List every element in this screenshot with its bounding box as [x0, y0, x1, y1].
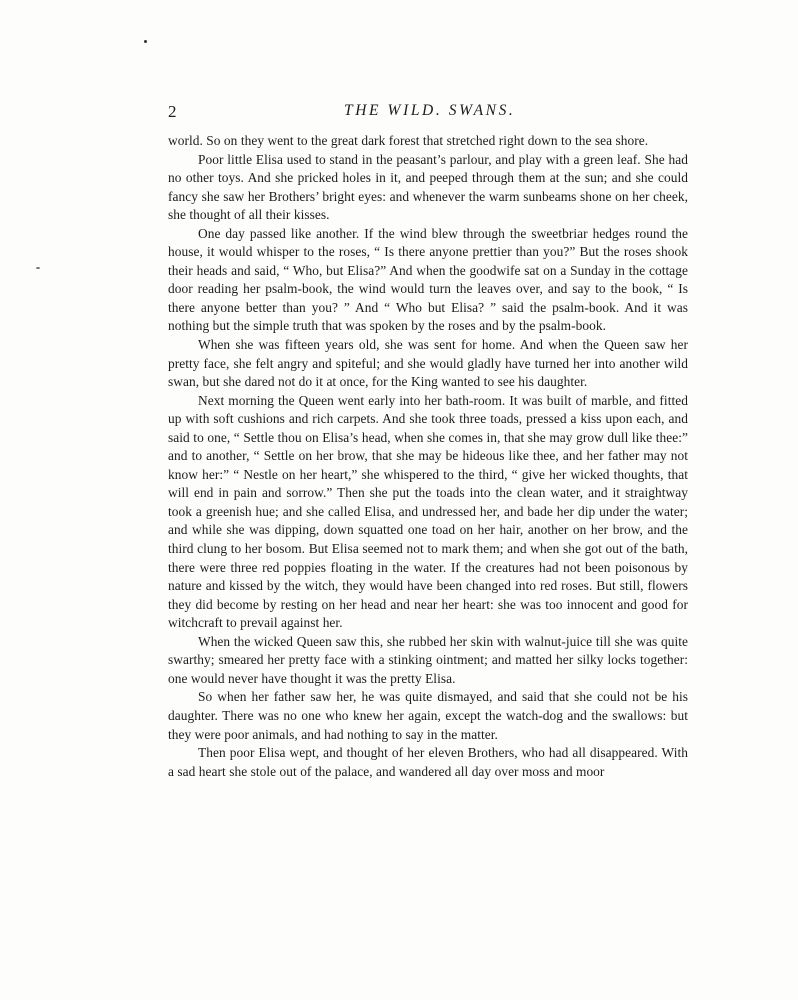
paragraph: Then poor Elisa wept, and thought of her eleven Brothers, who had all disappeared. With a sad heart she stole out of the palace, and wandered all day over moss and moor [168, 745, 688, 779]
paragraph: So when her father saw her, he was quite dismayed, and said that she could not be his daughter. There was no one who knew her again, except the watch-dog and the swallows: but they were poor animals, and had nothing to say in the matter. [168, 689, 688, 742]
paragraph: Next morning the Queen went early into her bath-room. It was built of marble, and fitted up with soft cushions and rich carpets. And she took three toads, pressed a kiss upon each, and said to one, “ Settle thou on Elisa’s head, when she comes in, that she may grow dull like thee:” and to another, “ Settle on her brow, that she may be hideous like thee, and her father may not know her:” “ Nestle on her heart,” she whispered to the third, “ give her wicked thoughts, that will end in pain and sorrow.” Then she put the toads into the clean water, and it straightway took a greenish hue; and she called Elisa, and undressed her, and bade her dip under the water; and while she was dipping, down squatted one toad on her hair, another on her brow, and the third clung to her bosom. But Elisa seemed not to mark them; and when she got out of the bath, there were three red poppies floating in the water. If the creatures had not been poisonous by nature and kissed by the witch, they would have been changed into red roses. But still, flowers they did become by resting on her head and near her heart: she was too innocent and good for witchcraft to prevail against her. [168, 392, 688, 631]
paragraph: Poor little Elisa used to stand in the peasant’s parlour, and play with a green leaf. She had no other toys. And she pricked holes in it, and peeped through them at the sun; and she could fancy she saw her Brothers’ bright eyes: and whenever the warm sunbeams shone on her cheek, she thought of all their kisses. [168, 151, 688, 223]
ink-speck [144, 40, 147, 43]
ink-speck [36, 267, 40, 269]
body-text [168, 132, 688, 781]
paragraph: One day passed like another. If the wind blew through the sweetbriar hedges round the house, it would whisper to the roses, “ Is there anyone prettier than you?” But the roses shook their heads and said, “ Who, but Elisa?” And when the goodwife sat on a Sunday in the cottage door reading her psalm-book, the wind would turn the leaves over, and say to the book, “ Is there anyone better than you? ” And “ Who but Elisa? ” said the psalm-book. And it was nothing but the simple truth that was spoken by the roses and by the psalm-book. [168, 225, 688, 334]
paragraph: When she was fifteen years old, she was sent for home. And when the Queen saw her pretty face, she felt angry and spiteful; and she would gladly have turned her into another wild swan, but she dared not do it at once, for the King wanted to see his daughter. [168, 337, 688, 390]
paragraph: world. So on they went to the great dark forest that stretched right down to the sea shore. [168, 133, 649, 148]
paragraph: When the wicked Queen saw this, she rubbed her skin with walnut-juice till she was quite swarthy; smeared her pretty face with a stinking ointment; and matted her silky locks together: one would never have thought it was the pretty Elisa. [168, 633, 688, 686]
running-head [168, 102, 688, 128]
book-title: THE WILD. SWANS. [344, 102, 516, 119]
page-number: 2 [168, 102, 177, 121]
